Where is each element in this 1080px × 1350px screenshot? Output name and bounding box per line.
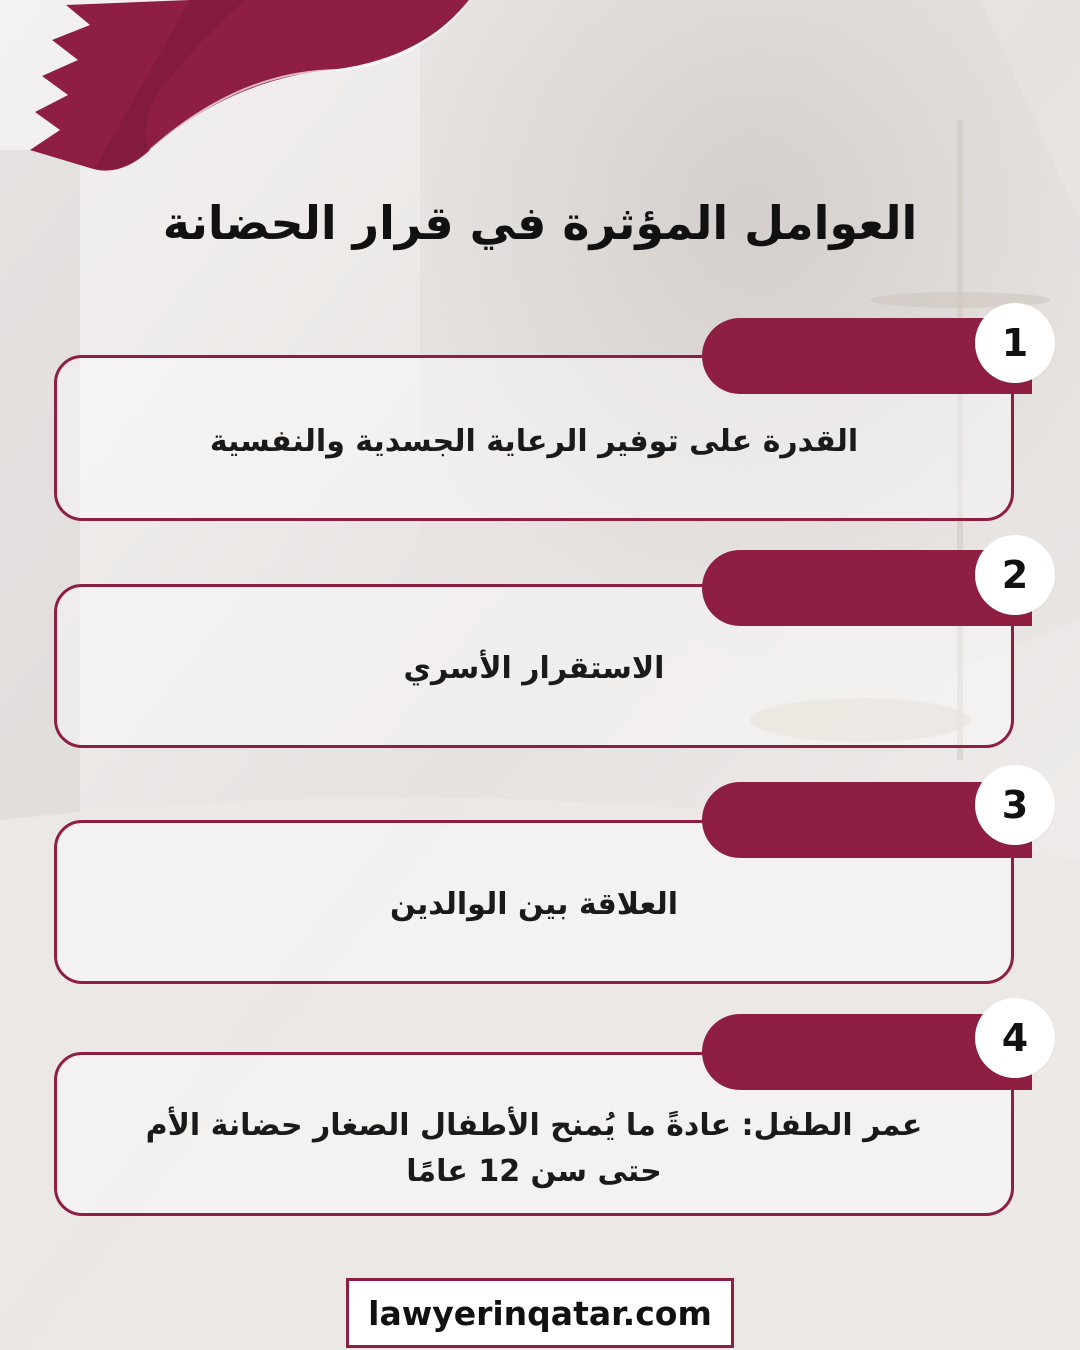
- qatar-flag-icon: [0, 0, 470, 180]
- factor-text-1: القدرة على توفير الرعاية الجسدية والنفسية: [209, 423, 859, 459]
- factor-text-2: الاستقرار الأسري: [403, 650, 665, 686]
- page-title: العوامل المؤثرة في قرار الحضانة: [162, 196, 918, 250]
- factor-number-1: 1: [975, 303, 1055, 383]
- factor-text-3: العلاقة بين الوالدين: [390, 886, 678, 922]
- factor-number-4: 4: [975, 998, 1055, 1078]
- factor-text-4: عمر الطفل: عادةً ما يُمنح الأطفال الصغار حضانة الأم حتى سن 12 عامًا: [145, 1107, 923, 1189]
- factor-number-3: 3: [975, 765, 1055, 845]
- website-footer: lawyerinqatar.com: [346, 1278, 734, 1348]
- factor-number-2: 2: [975, 535, 1055, 615]
